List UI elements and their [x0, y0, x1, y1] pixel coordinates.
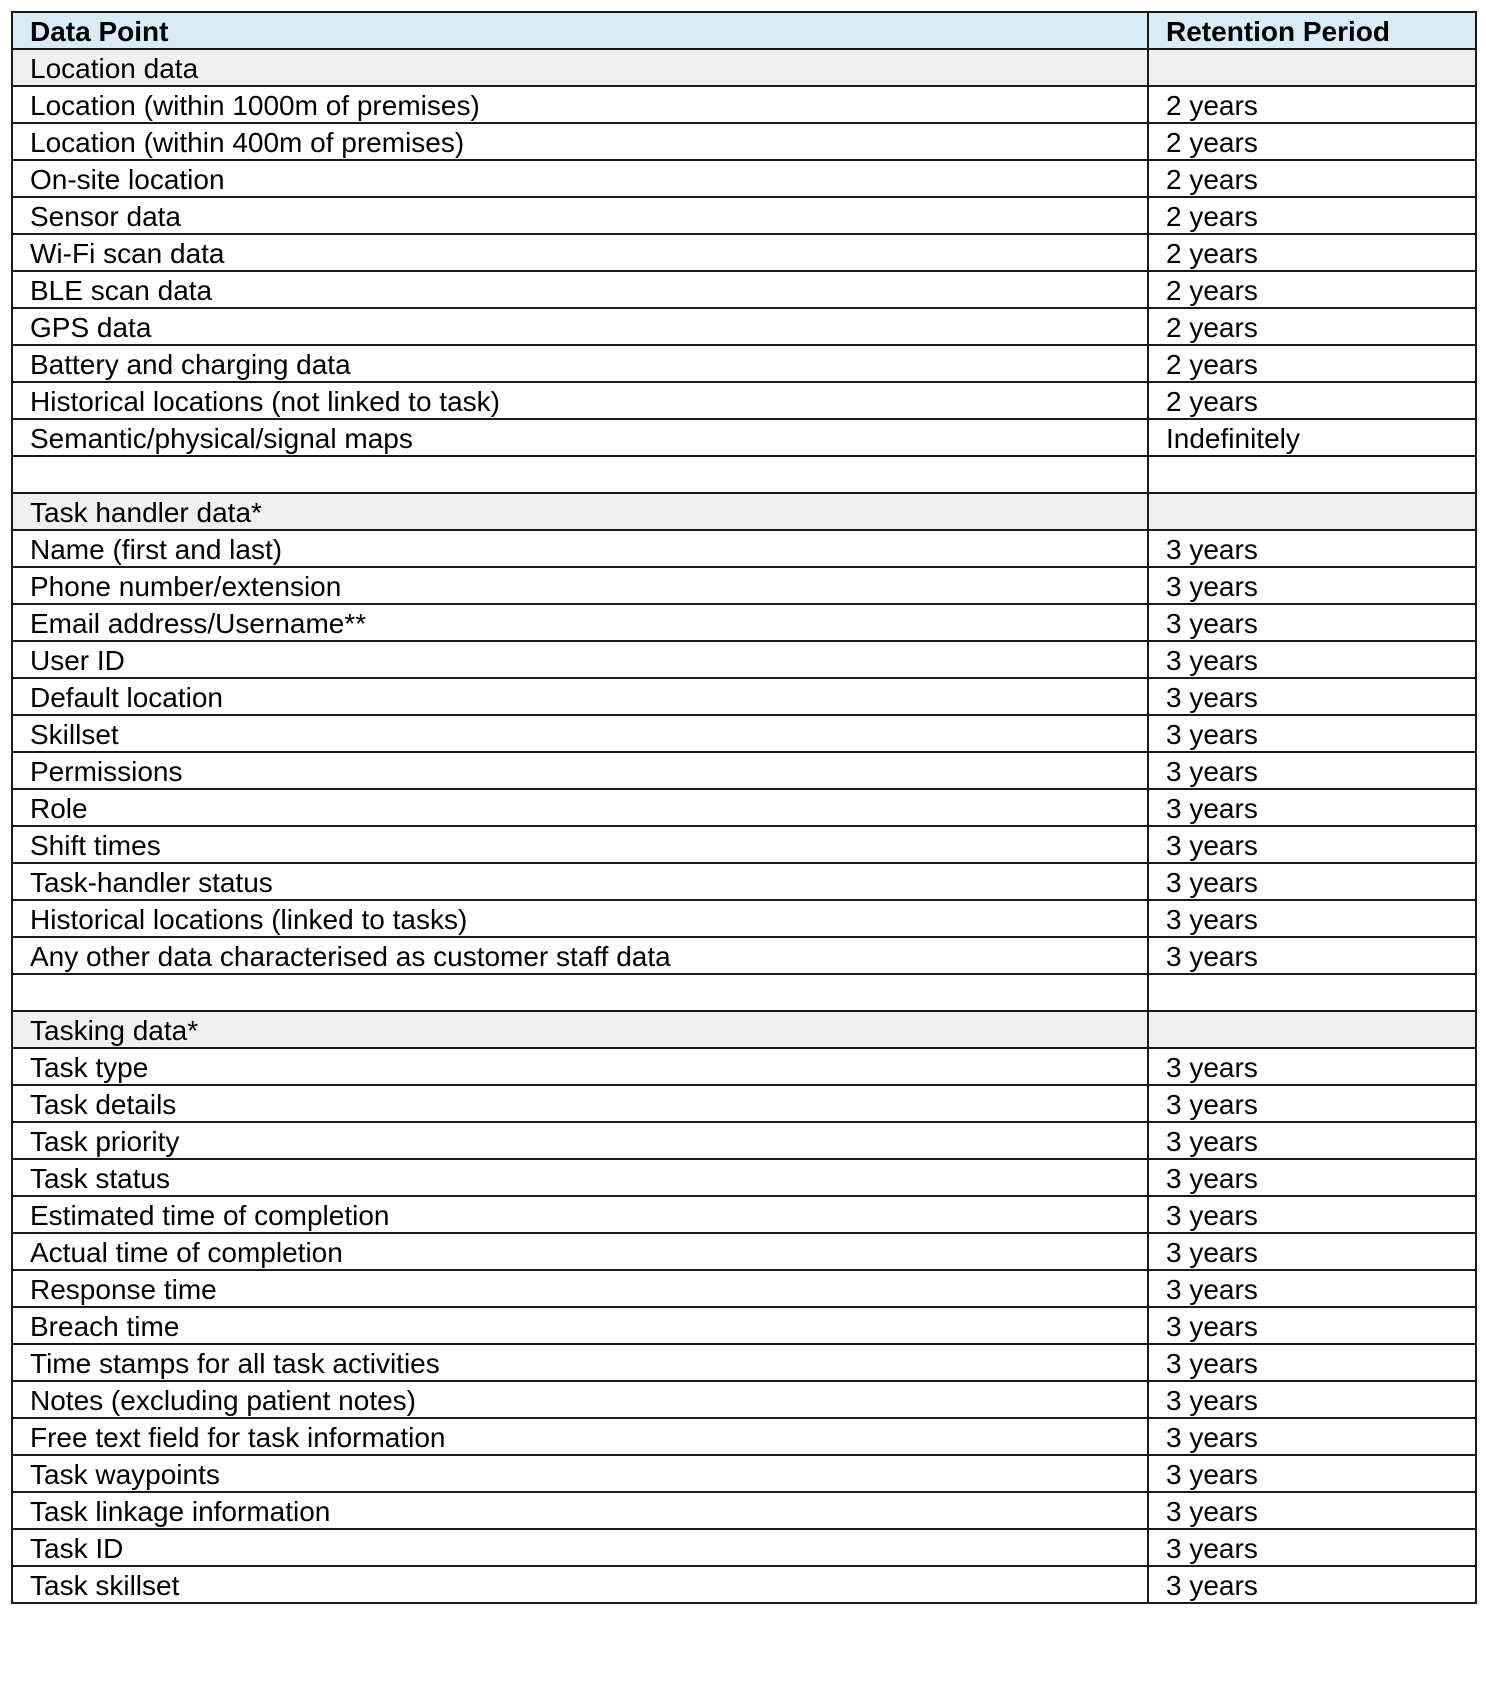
- table-row: [12, 1344, 1476, 1381]
- retention-period-cell: 3 years: [1148, 641, 1476, 678]
- data-point-cell: Task details: [12, 1085, 1148, 1122]
- data-point-cell: User ID: [12, 641, 1148, 678]
- data-point-cell: Task linkage information: [12, 1492, 1148, 1529]
- table-row: [12, 197, 1476, 234]
- data-point-cell: Wi-Fi scan data: [12, 234, 1148, 271]
- data-point-cell: Task waypoints: [12, 1455, 1148, 1492]
- table-row: [12, 1529, 1476, 1566]
- retention-table: [11, 11, 1477, 1604]
- data-point-cell: Task skillset: [12, 1566, 1148, 1603]
- retention-period-cell: 2 years: [1148, 345, 1476, 382]
- section-title: Location data: [12, 49, 1148, 86]
- table-row: [12, 1196, 1476, 1233]
- section-title: Task handler data*: [12, 493, 1148, 530]
- table-row: [12, 271, 1476, 308]
- data-point-cell: Task-handler status: [12, 863, 1148, 900]
- retention-period-cell: 3 years: [1148, 1270, 1476, 1307]
- retention-period-cell: 2 years: [1148, 123, 1476, 160]
- header-retention-period: Retention Period: [1148, 12, 1476, 49]
- data-point-cell: Semantic/physical/signal maps: [12, 419, 1148, 456]
- data-point-cell: Estimated time of completion: [12, 1196, 1148, 1233]
- table-row: [12, 678, 1476, 715]
- table-row: [12, 1566, 1476, 1603]
- data-point-cell: Actual time of completion: [12, 1233, 1148, 1270]
- table-row: [12, 752, 1476, 789]
- table-row: [12, 567, 1476, 604]
- retention-period-cell: 3 years: [1148, 789, 1476, 826]
- table-row: [12, 900, 1476, 937]
- table-row: [12, 419, 1476, 456]
- retention-period-cell: 2 years: [1148, 382, 1476, 419]
- data-point-cell: Phone number/extension: [12, 567, 1148, 604]
- retention-table-container: [11, 11, 1475, 1604]
- data-point-cell: [12, 974, 1148, 1011]
- table-row: [12, 715, 1476, 752]
- data-point-cell: Time stamps for all task activities: [12, 1344, 1148, 1381]
- table-row: [12, 826, 1476, 863]
- data-point-cell: Historical locations (not linked to task): [12, 382, 1148, 419]
- table-row: [12, 1159, 1476, 1196]
- table-row: [12, 1085, 1476, 1122]
- table-row: [12, 1233, 1476, 1270]
- retention-period-cell: 2 years: [1148, 271, 1476, 308]
- retention-period-cell: 3 years: [1148, 1344, 1476, 1381]
- data-point-cell: GPS data: [12, 308, 1148, 345]
- table-row: [12, 308, 1476, 345]
- table-row: [12, 1418, 1476, 1455]
- retention-period-cell: 3 years: [1148, 1233, 1476, 1270]
- retention-period-cell: Indefinitely: [1148, 419, 1476, 456]
- table-row: [12, 937, 1476, 974]
- data-point-cell: Any other data characterised as customer staff data: [12, 937, 1148, 974]
- retention-period-cell: 3 years: [1148, 530, 1476, 567]
- table-row: [12, 345, 1476, 382]
- table-row: [12, 234, 1476, 271]
- retention-period-cell: 3 years: [1148, 1566, 1476, 1603]
- data-point-cell: Battery and charging data: [12, 345, 1148, 382]
- retention-period-cell: 3 years: [1148, 900, 1476, 937]
- table-row: [12, 604, 1476, 641]
- section-title: Tasking data*: [12, 1011, 1148, 1048]
- retention-period-cell: [1148, 49, 1476, 86]
- retention-period-cell: [1148, 974, 1476, 1011]
- retention-period-cell: 3 years: [1148, 1122, 1476, 1159]
- table-row: [12, 1122, 1476, 1159]
- data-point-cell: Name (first and last): [12, 530, 1148, 567]
- data-point-cell: Free text field for task information: [12, 1418, 1148, 1455]
- data-point-cell: Location (within 400m of premises): [12, 123, 1148, 160]
- data-point-cell: Task ID: [12, 1529, 1148, 1566]
- retention-period-cell: 2 years: [1148, 234, 1476, 271]
- retention-period-cell: 2 years: [1148, 160, 1476, 197]
- section-header-row: [12, 1011, 1476, 1048]
- data-point-cell: Notes (excluding patient notes): [12, 1381, 1148, 1418]
- data-point-cell: Response time: [12, 1270, 1148, 1307]
- table-row: [12, 160, 1476, 197]
- table-row: [12, 1048, 1476, 1085]
- retention-period-cell: [1148, 456, 1476, 493]
- data-point-cell: Breach time: [12, 1307, 1148, 1344]
- data-point-cell: Task priority: [12, 1122, 1148, 1159]
- retention-period-cell: 3 years: [1148, 1048, 1476, 1085]
- retention-period-cell: 3 years: [1148, 752, 1476, 789]
- retention-period-cell: 3 years: [1148, 937, 1476, 974]
- retention-period-cell: [1148, 1011, 1476, 1048]
- data-point-cell: BLE scan data: [12, 271, 1148, 308]
- table-row: [12, 1270, 1476, 1307]
- table-row: [12, 530, 1476, 567]
- data-point-cell: Task type: [12, 1048, 1148, 1085]
- table-row: [12, 789, 1476, 826]
- spacer-row: [12, 974, 1476, 1011]
- data-point-cell: Sensor data: [12, 197, 1148, 234]
- header-data-point: Data Point: [12, 12, 1148, 49]
- table-row: [12, 123, 1476, 160]
- data-point-cell: Default location: [12, 678, 1148, 715]
- table-row: [12, 1455, 1476, 1492]
- retention-period-cell: 3 years: [1148, 863, 1476, 900]
- retention-period-cell: 3 years: [1148, 1196, 1476, 1233]
- retention-period-cell: 3 years: [1148, 1455, 1476, 1492]
- retention-period-cell: 3 years: [1148, 715, 1476, 752]
- retention-period-cell: 3 years: [1148, 1307, 1476, 1344]
- data-point-cell: Historical locations (linked to tasks): [12, 900, 1148, 937]
- table-body: [12, 49, 1476, 1603]
- retention-period-cell: 3 years: [1148, 1159, 1476, 1196]
- retention-period-cell: 3 years: [1148, 678, 1476, 715]
- retention-period-cell: 3 years: [1148, 1381, 1476, 1418]
- retention-period-cell: [1148, 493, 1476, 530]
- spacer-row: [12, 456, 1476, 493]
- section-header-row: [12, 493, 1476, 530]
- table-row: [12, 1492, 1476, 1529]
- table-row: [12, 641, 1476, 678]
- data-point-cell: Skillset: [12, 715, 1148, 752]
- table-row: [12, 382, 1476, 419]
- retention-period-cell: 3 years: [1148, 826, 1476, 863]
- retention-period-cell: 3 years: [1148, 1492, 1476, 1529]
- data-point-cell: Role: [12, 789, 1148, 826]
- retention-period-cell: 3 years: [1148, 604, 1476, 641]
- data-point-cell: Task status: [12, 1159, 1148, 1196]
- retention-period-cell: 2 years: [1148, 86, 1476, 123]
- retention-period-cell: 2 years: [1148, 308, 1476, 345]
- retention-period-cell: 3 years: [1148, 567, 1476, 604]
- data-point-cell: On-site location: [12, 160, 1148, 197]
- table-header-row: [12, 12, 1476, 49]
- table-row: [12, 1307, 1476, 1344]
- data-point-cell: Location (within 1000m of premises): [12, 86, 1148, 123]
- data-point-cell: Shift times: [12, 826, 1148, 863]
- section-header-row: [12, 49, 1476, 86]
- data-point-cell: [12, 456, 1148, 493]
- table-row: [12, 863, 1476, 900]
- table-row: [12, 1381, 1476, 1418]
- retention-period-cell: 3 years: [1148, 1418, 1476, 1455]
- data-point-cell: Email address/Username**: [12, 604, 1148, 641]
- retention-period-cell: 3 years: [1148, 1085, 1476, 1122]
- data-point-cell: Permissions: [12, 752, 1148, 789]
- table-row: [12, 86, 1476, 123]
- retention-period-cell: 2 years: [1148, 197, 1476, 234]
- retention-period-cell: 3 years: [1148, 1529, 1476, 1566]
